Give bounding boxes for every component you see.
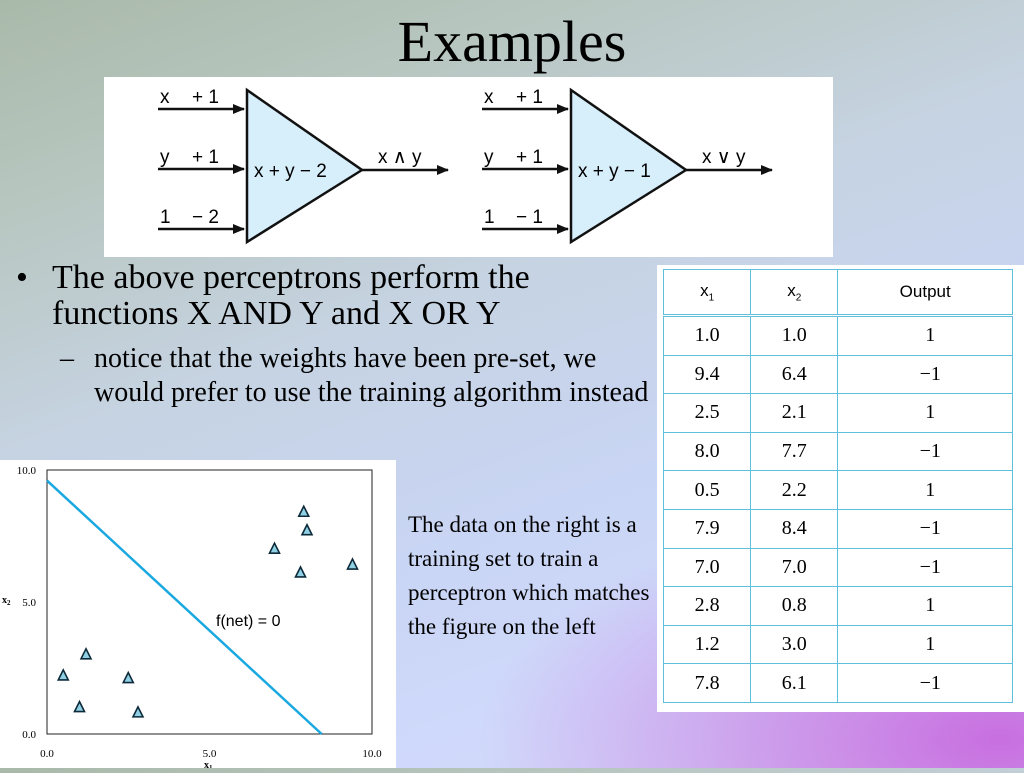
and-perceptron [158,87,448,242]
y-axis-label-sub: 2 [7,599,11,607]
data-point [348,559,358,569]
cell-x2: 7.0 [751,548,838,587]
y-axis-label [2,595,11,607]
or-input-bias-weight: − 1 [516,207,543,228]
data-point [299,506,309,516]
data-point [270,543,280,553]
cell-x2: 1.0 [751,316,838,356]
bullet-dash: – [60,343,74,374]
cell-output: −1 [838,548,1013,587]
data-point [75,702,85,712]
decision-boundary-label: f(net) = 0 [216,613,281,630]
bullet-sub [16,342,661,410]
cell-x1: 7.9 [664,509,751,548]
cell-output: 1 [838,316,1013,356]
header-output: Output [838,270,1013,316]
bullet-sub-text: notice that the weights have been pre-set, we would prefer to use the training algorithm instead [94,343,649,408]
header-x2 [751,270,838,316]
and-output-label: x ∧ y [378,147,422,168]
x-axis-label-sub: 1 [209,764,213,768]
header-x1 [664,270,751,316]
x-tick-label: 0.0 [40,748,54,760]
cell-x1: 1.0 [664,316,751,356]
slide-title: Examples [397,9,627,74]
table-row [664,471,1013,510]
x-axis-label-main: x [204,760,209,768]
cell-output: 1 [838,394,1013,433]
table-header-row [664,270,1013,316]
cell-output: 1 [838,587,1013,626]
and-input-bias-weight: − 2 [192,207,219,228]
data-point [58,670,68,680]
or-input-x-weight: + 1 [516,87,543,108]
table-row [664,587,1013,626]
x-tick-label: 5.0 [202,748,217,760]
plot-frame [47,470,372,734]
data-point [133,707,143,717]
bullet-main-text: The above perceptrons perform the functions X AND Y and X OR Y [52,259,530,332]
data-point [296,567,306,577]
perceptron-diagram-svg [104,77,833,257]
decision-boundary-line [47,481,322,734]
cell-output: −1 [838,664,1013,703]
data-point [81,649,91,659]
x-axis-label [204,760,213,768]
header-x2-main: x [787,280,796,300]
or-input-bias-name: 1 [484,207,495,228]
cell-x1: 7.8 [664,664,751,703]
table-row [664,625,1013,664]
header-x1-main: x [700,280,709,300]
cell-x1: 0.5 [664,471,751,510]
table-row [664,316,1013,356]
and-unit-body: x + y − 2 [254,161,327,182]
table-row [664,355,1013,394]
cell-x1: 1.2 [664,625,751,664]
header-x2-sub: 2 [795,292,802,304]
y-axis-label-main: x [2,595,7,606]
scatter-plot [0,460,396,768]
cell-x2: 6.4 [751,355,838,394]
header-x1-sub: 1 [708,292,715,304]
table-row [664,548,1013,587]
cell-output: 1 [838,625,1013,664]
and-input-x-weight: + 1 [192,87,219,108]
or-input-y-name: y [484,147,494,168]
or-input-x-name: x [484,87,494,108]
and-input-bias-name: 1 [160,207,171,228]
scatter-plot-svg [0,460,396,768]
training-set-note: The data on the right is a training set to train a perceptron which matches the figure on the left [408,512,650,639]
data-point [123,673,133,683]
cell-x2: 0.8 [751,587,838,626]
y-tick-label: 10.0 [16,465,36,477]
or-input-y-weight: + 1 [516,147,543,168]
cell-output: −1 [838,355,1013,394]
perceptron-diagram [104,77,833,257]
table-row [664,432,1013,471]
table-row [664,394,1013,433]
cell-x1: 2.8 [664,587,751,626]
cell-x1: 8.0 [664,432,751,471]
cell-x2: 6.1 [751,664,838,703]
cell-x2: 7.7 [751,432,838,471]
and-input-y-name: y [160,147,170,168]
cell-x2: 8.4 [751,509,838,548]
training-table [663,269,1013,703]
cell-x2: 3.0 [751,625,838,664]
cell-output: −1 [838,432,1013,471]
cell-x1: 7.0 [664,548,751,587]
cell-x2: 2.2 [751,471,838,510]
or-perceptron [482,87,772,242]
and-input-x-name: x [160,87,170,108]
data-points [58,506,357,717]
cell-output: 1 [838,471,1013,510]
data-point [302,525,312,535]
bullet-list [16,260,661,410]
bullet-main [16,260,661,332]
training-table-panel [657,265,1024,712]
x-tick-label: 10.0 [362,748,382,760]
cell-output: −1 [838,509,1013,548]
cell-x2: 2.1 [751,394,838,433]
or-unit-body: x + y − 1 [578,161,651,182]
y-tick-label: 5.0 [22,597,36,609]
y-tick-label: 0.0 [22,729,36,741]
and-input-y-weight: + 1 [192,147,219,168]
bullet-dot: • [16,259,28,296]
cell-x1: 9.4 [664,355,751,394]
or-output-label: x ∨ y [702,147,746,168]
table-row [664,509,1013,548]
table-row [664,664,1013,703]
cell-x1: 2.5 [664,394,751,433]
